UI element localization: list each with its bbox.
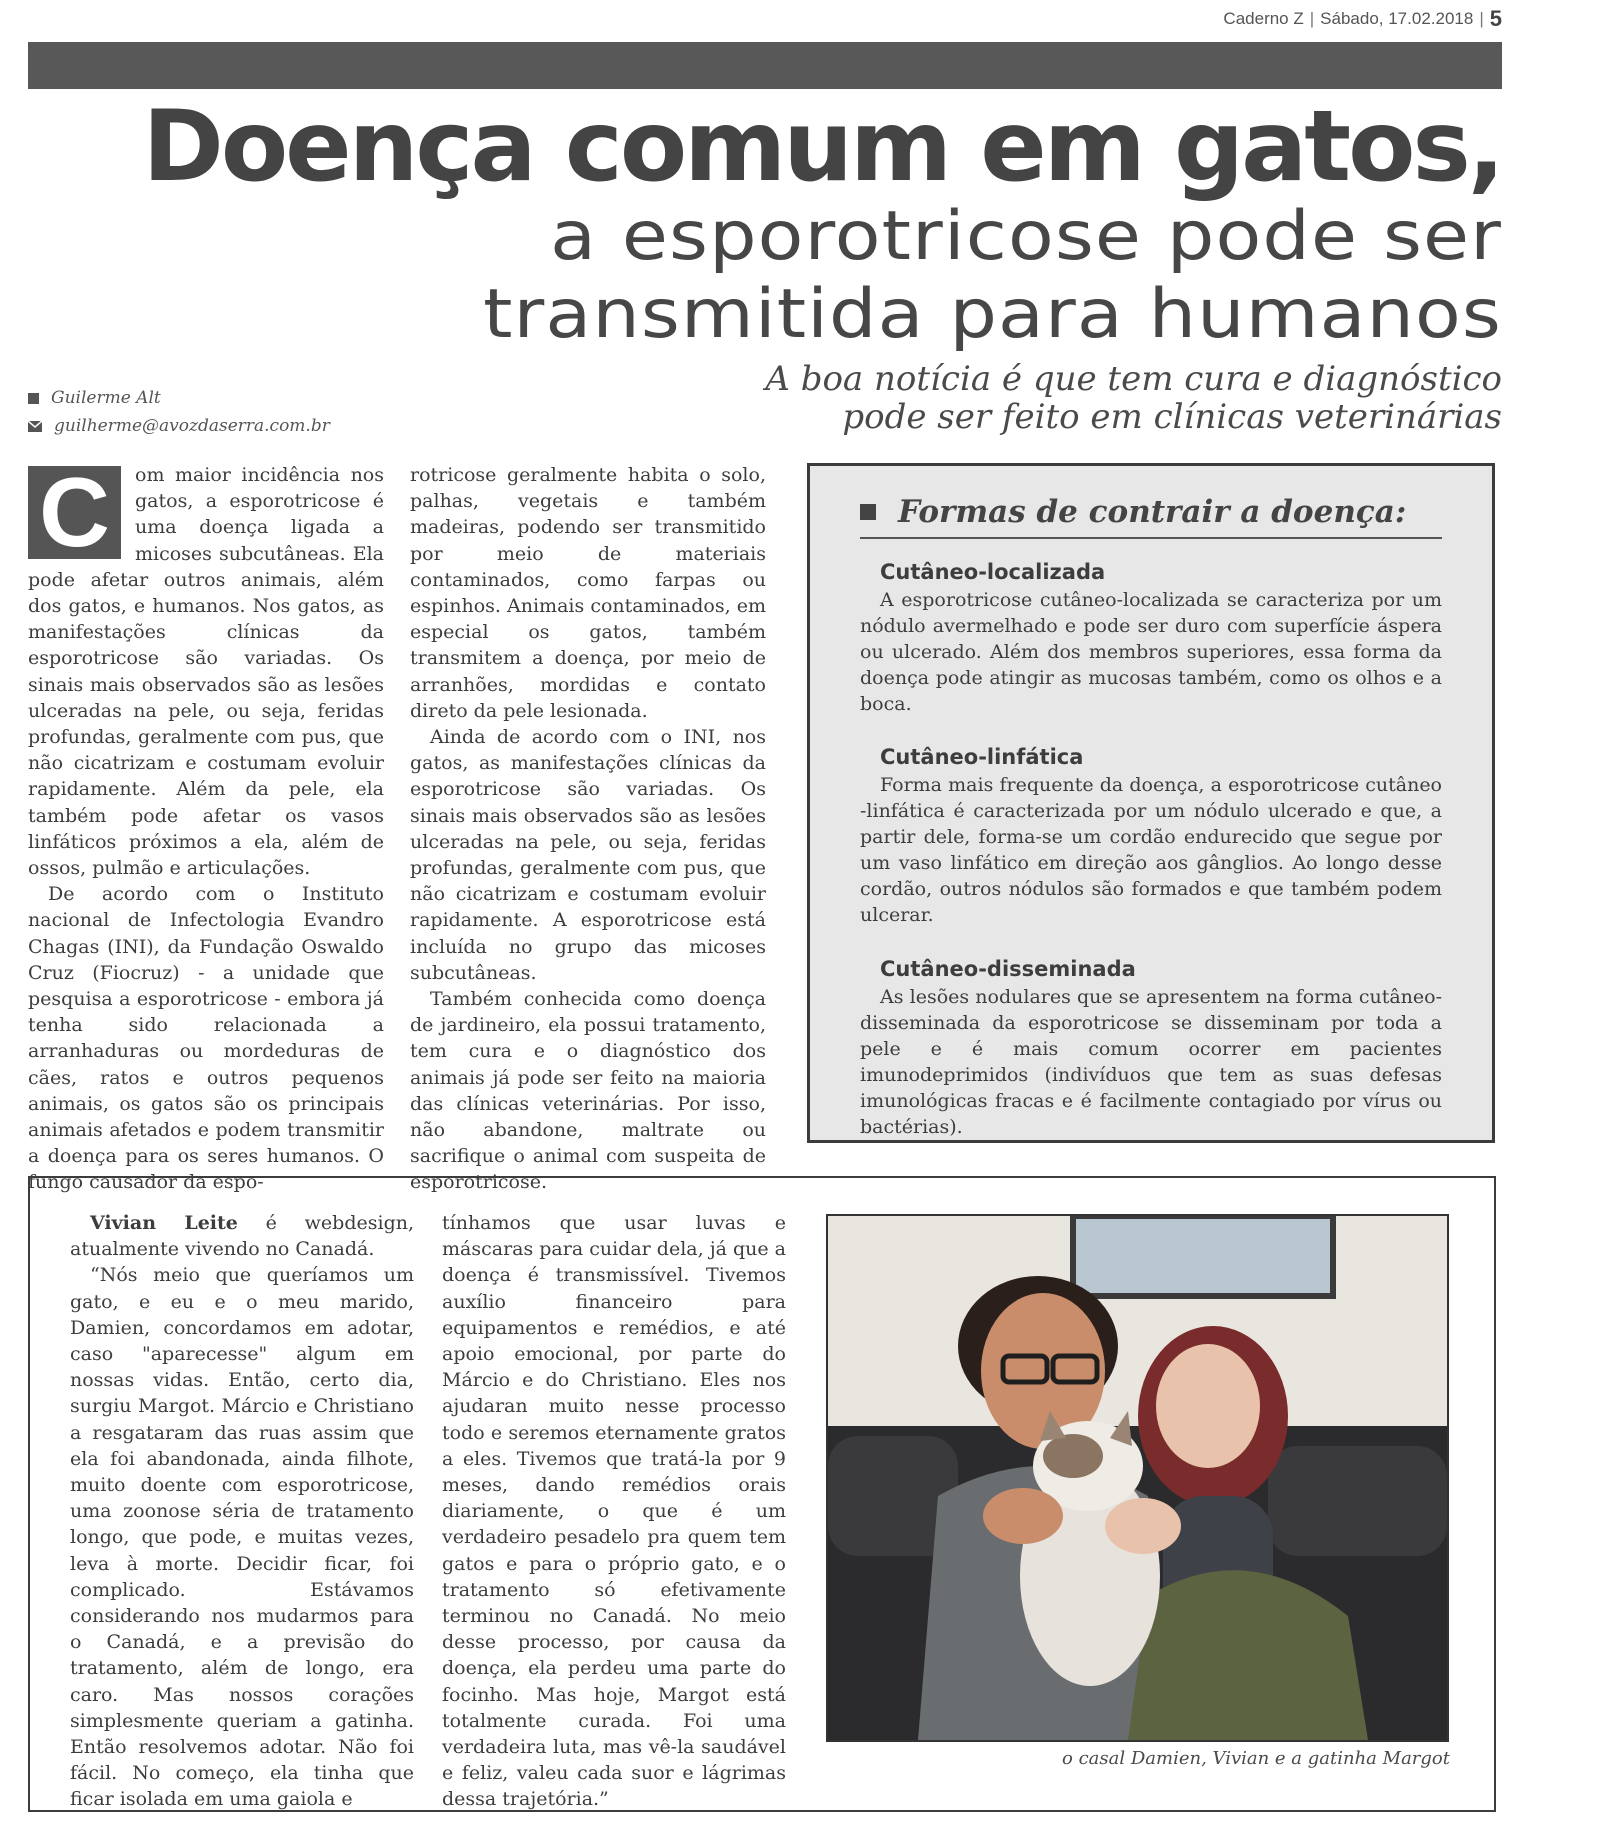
sidebar-section [860,955,1442,1140]
headline: Doença comum em gatos, [142,90,1502,204]
article-column-1 [28,457,384,1196]
author-name: Guilerme Alt [51,388,161,408]
sidebar-section [860,743,1442,928]
bullet-square-icon [28,393,39,404]
sidebar-section-heading: Cutâneo-disseminada [880,957,1136,981]
sidebar-section-heading: Cutâneo-localizada [880,560,1106,584]
top-banner-bar [28,42,1502,89]
article-paragraph: rotricose geralmente habita o solo, palhas, vegetais e também madeiras, podendo ser transmitido por meio de materiais contaminados, como farpas ou espinhos. Animais contaminados, em especial os gatos, também transmitem a doença, por meio de arranhões, mordidas e contato direto da pele lesionada. [410,464,766,722]
sidebar-section [860,558,1442,717]
couple-with-cat-photo [828,1216,1447,1740]
sidebar-section-heading: Cutâneo-linfática [880,745,1084,769]
bullet-square-icon [860,504,876,520]
drop-cap: C [28,466,121,559]
header-separator: | [1309,9,1315,28]
envelope-icon [28,421,42,432]
article-paragraph: Também conhecida como doença de jardineiro, ela possui tratamento, tem cura e o diagnóstico dos animais já pode ser feito na maioria das clínicas veterinárias. Por isso, não abandone, maltrate ou sacrifique o animal com suspeita de esporotricose. [410,988,766,1194]
article-paragraph: om maior incidência nos gatos, a esporotricose é uma doença ligada a micoses subcutâneas. Ela pode afetar outros animais, além dos gatos, e humanos. Nos gatos, as manifestações clínicas da esporotricose são variadas. Os sinais mais observados são as lesões ulceradas na pele, ou seja, feridas profundas, geralmente com pus, que não cicatrizam e costumam evoluir rapidamente. Além da pele, ela também pode afetar os vasos linfáticos próximos a ela, além de ossos, pulmão e articulações. [28,464,384,880]
article-paragraph: De acordo com o Instituto nacional de Infectologia Evandro Chagas (INI), da Fundação Oswaldo Cruz (Fiocruz) - a unidade que pesquisa a esporotricose - embora já tenha sido relacionada a arranhaduras ou mordeduras de cães, ratos e outros pequenos animais, os gatos são os principais animais afetados e podem transmitir a doença para os seres humanos. O fungo causador da espo- [28,883,384,1194]
intro-text: é webdesign, atualmente vivendo no Canadá. [70,1212,415,1261]
deck [602,360,1502,436]
sidebar-section-body: Forma mais frequente da doença, a esporotricose cutâneo -linfática é caracterizada por um nódulo ulcerado e que, a partir dele, forma-se um cordão endurecido que segue por um vaso linfático em direção aos gânglios. Ao longo desse cordão, outros nódulos são formados e que também podem ulcerar. [860,774,1442,926]
subheadline-line-2: transmitida para humanos [483,275,1503,354]
sidebar-divider [860,537,1442,539]
testimonial-column-2 [442,1210,786,1813]
author-row [28,384,330,412]
photo [826,1214,1449,1742]
sidebar-section-body: A esporotricose cutâneo-localizada se caracteriza por um nódulo avermelhado e pode ser duro com superfície áspera ou ulcerado. Além dos membros superiores, essa forma da doença pode atingir as mucosas também, como os olhos e a boca. [860,589,1442,715]
subheadline [72,198,1502,354]
byline [28,384,330,440]
page-number: 5 [1489,6,1502,31]
section-name: Caderno Z [1223,9,1304,28]
subheadline-line-1: a esporotricose pode ser [550,197,1502,276]
page-header [1223,6,1502,32]
deck-line-1: A boa notícia é que tem cura e diagnóstico [765,359,1502,399]
article-paragraph: Ainda de acordo com o INI, nos gatos, as manifestações clínicas da esporotricose são variadas. Os sinais mais observados são as lesões ulceradas na pele, ou seja, feridas profundas, geralmente com pus, que não cicatrizam e costumam evoluir rapidamente. A esporotricose está incluída no grupo das micoses subcutâneas. [410,726,766,984]
issue-date: Sábado, 17.02.2018 [1320,9,1474,28]
testimonial-quote-continued: tínhamos que usar luvas e máscaras para cuidar dela, já que a doença é transmissível. Tivemos auxílio financeiro para equipamentos e remédios, e até apoio emocional, por parte do Márcio e do Christiano. Eles nos ajudaran muito nesse processo todo e seremos eternamente gratos a eles. Tivemos que tratá-la por 9 meses, dando remédios orais diariamente, o que é um verdadeiro pesadelo pra quem tem gatos e para o próprio gato, e o tratamento só efetivamente terminou no Canadá. No meio desse processo, por causa da doença, ela perdeu uma parte do focinho. Mas hoje, Margot está totalmente curada. Foi uma verdadeira luta, mas vê-la saudável e feliz, valeu cada suor e lágrimas dessa trajetória.” [442,1212,786,1811]
deck-line-2: pode ser feito em clínicas veterinárias [842,397,1502,437]
sidebar-title [860,494,1406,530]
sidebar-section-body: As lesões nodulares que se apresentem na forma cutâneo-disseminada da esporotricose se disseminam por toda a pele e é mais comum ocorrer em pacientes imunodeprimidos (indivíduos que tem as suas defesas imunológicas fracas e é facilmente contagiado por vírus ou bactérias). [860,986,1442,1138]
photo-caption: o casal Damien, Vivian e a gatinha Margot [1062,1748,1450,1769]
testimonial-intro [70,1210,414,1262]
testimonial-column-1 [70,1210,414,1813]
person-name: Vivian Leite [90,1212,238,1234]
email-row [28,412,330,440]
testimonial-quote: “Nós meio que queríamos um gato, e eu e o meu marido, Damien, concordamos em adotar, caso "aparecesse" algum em nossas vidas. Então, certo dia, surgiu Margot. Márcio e Christiano a resgataram das ruas assim que ela foi abandonada, ainda filhote, muito doente com esporotricose, uma zoonose séria de tratamento longo, que pode, e muitas vezes, leva à morte. Decidir ficar, foi complicado. Estávamos considerando nos mudarmos para o Canadá, e a previsão do tratamento, além de longo, era caro. Mas nossos corações simplesmente queriam a gatinha. Então resolvemos adotar. Não foi fácil. No começo, ela tinha que ficar isolada em uma gaiola e [70,1264,414,1811]
header-separator: | [1479,9,1484,28]
article-column-2 [410,462,766,1196]
author-email[interactable]: guilherme@avozdaserra.com.br [54,416,330,436]
sidebar-title-text: Formas de contrair a doença: [898,494,1407,530]
